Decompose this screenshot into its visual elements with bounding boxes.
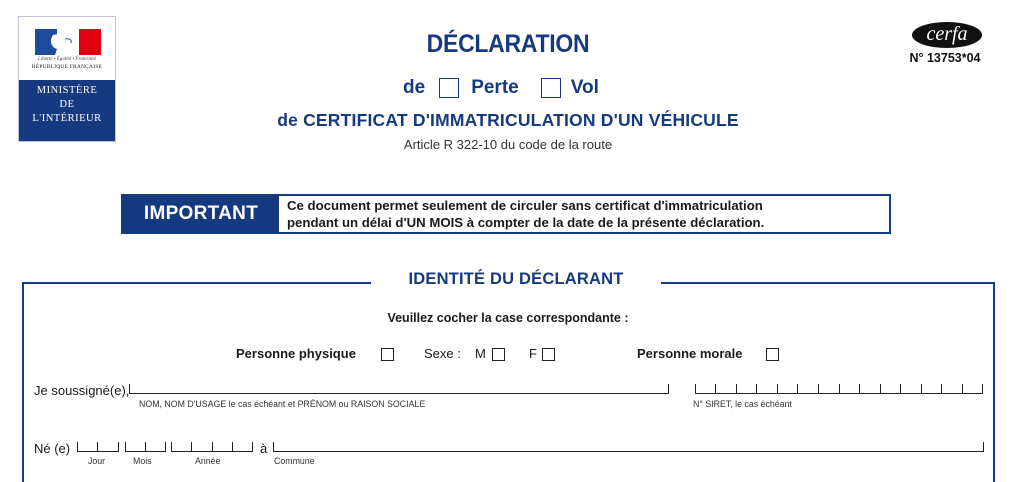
check-instruction: Veuillez cocher la case correspondante : bbox=[387, 311, 629, 325]
ministry-logo bbox=[18, 16, 116, 142]
born-label: Né (e) bbox=[34, 441, 71, 456]
theft-label: Vol bbox=[570, 77, 599, 98]
legal-person-label: Personne morale bbox=[637, 346, 743, 361]
undersigned-label: Je soussigné(e), bbox=[34, 383, 130, 398]
document-subtitle: de CERTIFICAT D'IMMATRICULATION D'UN VÉHICULE bbox=[277, 110, 739, 130]
siret-caption: N° SIRET, le cas échéant bbox=[693, 399, 792, 409]
section-title: IDENTITÉ DU DÉCLARANT bbox=[371, 270, 661, 289]
loss-checkbox[interactable] bbox=[439, 78, 459, 98]
sex-label: Sexe : bbox=[424, 346, 461, 361]
at-label: à bbox=[260, 441, 268, 456]
sex-f-checkbox[interactable] bbox=[542, 348, 555, 361]
important-text bbox=[287, 197, 887, 231]
year-caption: Année bbox=[195, 456, 221, 466]
loss-label: Perte bbox=[471, 77, 519, 98]
birth-year-field[interactable] bbox=[171, 441, 253, 452]
town-caption: Commune bbox=[274, 456, 315, 466]
month-caption: Mois bbox=[133, 456, 152, 466]
legal-article: Article R 322-10 du code de la route bbox=[403, 137, 613, 152]
important-label: IMPORTANT bbox=[123, 196, 279, 232]
loss-theft-choice bbox=[403, 74, 599, 102]
day-caption: Jour bbox=[88, 456, 106, 466]
important-notice bbox=[121, 194, 891, 234]
marianne-flag-icon bbox=[35, 29, 101, 55]
de-label: de bbox=[403, 77, 426, 98]
natural-person-label: Personne physique bbox=[236, 346, 356, 361]
page-title: DÉCLARATION bbox=[426, 30, 590, 58]
important-line: pendant un délai d'UN MOIS à compter de la date de la présente déclaration. bbox=[287, 215, 765, 230]
republic-motto: Liberté • Égalité • Fraternité bbox=[38, 57, 96, 62]
republic-label: RÉPUBLIQUE FRANÇAISE bbox=[31, 64, 103, 70]
birth-town-field[interactable] bbox=[273, 441, 984, 452]
name-field[interactable] bbox=[129, 383, 669, 394]
birth-month-field[interactable] bbox=[125, 441, 166, 452]
name-caption: NOM, NOM D'USAGE le cas échéant et PRÉNOM ou RAISON SOCIALE bbox=[139, 399, 426, 409]
sex-f-label: F bbox=[529, 346, 537, 361]
siret-field[interactable] bbox=[695, 383, 983, 394]
theft-checkbox[interactable] bbox=[541, 78, 561, 98]
ministry-name bbox=[19, 80, 115, 141]
ministry-line: DE bbox=[59, 99, 75, 110]
legal-person-checkbox[interactable] bbox=[766, 348, 779, 361]
marianne-block bbox=[19, 17, 115, 80]
ministry-line: L'INTÉRIEUR bbox=[32, 113, 102, 124]
important-line: Ce document permet seulement de circuler sans certificat d'immatriculation bbox=[287, 198, 763, 213]
sex-m-checkbox[interactable] bbox=[492, 348, 505, 361]
cerfa-logo: cerfa bbox=[912, 22, 982, 48]
sex-m-label: M bbox=[475, 346, 486, 361]
ministry-line: MINISTÈRE bbox=[36, 85, 98, 96]
cerfa-number: N° 13753*04 bbox=[909, 51, 981, 65]
birth-day-field[interactable] bbox=[77, 441, 119, 452]
natural-person-checkbox[interactable] bbox=[381, 348, 394, 361]
